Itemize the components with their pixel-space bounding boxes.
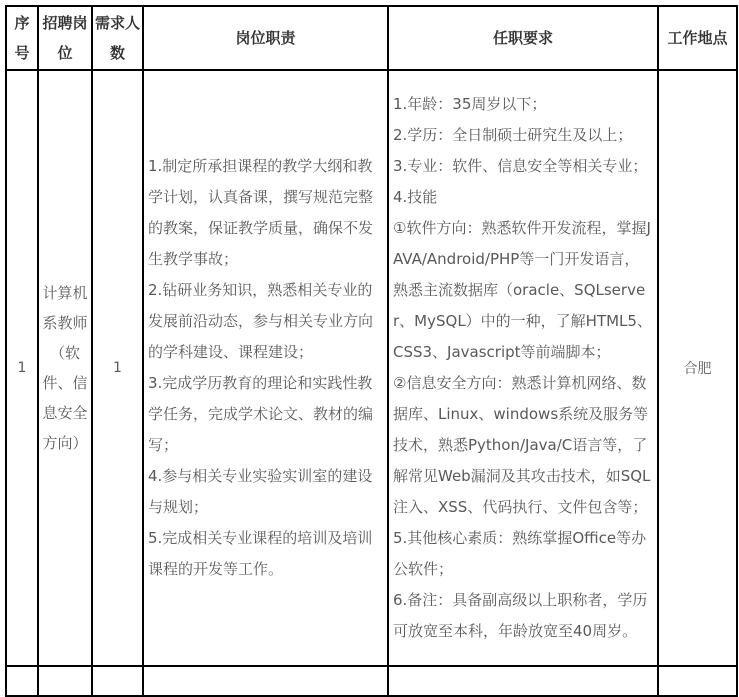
table-header — [6, 6, 737, 70]
cell-location: 合肥 — [658, 70, 737, 666]
cell-empty — [658, 666, 737, 696]
cell-empty — [38, 666, 92, 696]
header-location: 工作地点 — [658, 6, 737, 70]
duty-item: 5.完成相关专业课程的培训及培训课程的开发等工作。 — [148, 529, 373, 578]
requirement-item: ②信息安全方向：熟悉计算机网络、数据库、Linux、windows系统及服务等技术，熟悉Python/Java/C语言等，了解常见Web漏洞及其攻击技术，如SQL注入、XSS、代码执行、文件包含等； — [393, 374, 651, 516]
cell-empty — [143, 666, 388, 696]
cell-empty — [92, 666, 143, 696]
requirement-item: 2.学历：全日制硕士研究生及以上； — [393, 126, 633, 144]
cell-empty — [6, 666, 38, 696]
table-row-partial — [6, 666, 737, 696]
table-row — [6, 70, 737, 666]
requirement-item: 6.备注：具备副高级以上职称者，学历可放宽至本科，年龄放宽至40周岁。 — [393, 591, 648, 640]
header-row — [6, 6, 737, 70]
recruitment-table — [5, 5, 738, 697]
cell-position: 计算机系教师（软件、信息安全方向） — [38, 70, 92, 666]
cell-headcount: 1 — [92, 70, 143, 666]
cell-requirements — [388, 70, 658, 666]
duty-item: 1.制定所承担课程的教学大纲和教学计划，认真备课，撰写规范完整的教案，保证教学质量，确保不发生教学事故； — [148, 157, 374, 268]
requirement-item: ①软件方向：熟悉软件开发流程，掌握JAVA/Android/PHP等一门开发语言，熟悉主流数据库（oracle、SQLserver、MySQL）中的一种，了解HTML5、CSS3、Javascript等前端脚本； — [393, 219, 652, 361]
header-headcount: 需求人数 — [92, 6, 143, 70]
duty-item: 4.参与相关专业实验实训室的建设与规划； — [148, 467, 373, 516]
requirement-item: 4.技能 — [393, 188, 438, 206]
cell-duties — [143, 70, 388, 666]
duty-item: 3.完成学历教育的理论和实践性教学任务，完成学术论文、教材的编写； — [148, 374, 374, 454]
cell-empty — [388, 666, 658, 696]
requirement-item: 3.专业：软件、信息安全等相关专业； — [393, 157, 648, 175]
cell-no: 1 — [6, 70, 38, 666]
header-requirements: 任职要求 — [388, 6, 658, 70]
header-no: 序号 — [6, 6, 38, 70]
requirement-item: 1.年龄：35周岁以下； — [393, 95, 547, 113]
requirement-item: 5.其他核心素质：熟练掌握Office等办公软件； — [393, 529, 647, 578]
duty-item: 2.钻研业务知识，熟悉相关专业的发展前沿动态，参与相关专业方向的学科建设、课程建设； — [148, 281, 374, 361]
header-duties: 岗位职责 — [143, 6, 388, 70]
header-position: 招聘岗位 — [38, 6, 92, 70]
